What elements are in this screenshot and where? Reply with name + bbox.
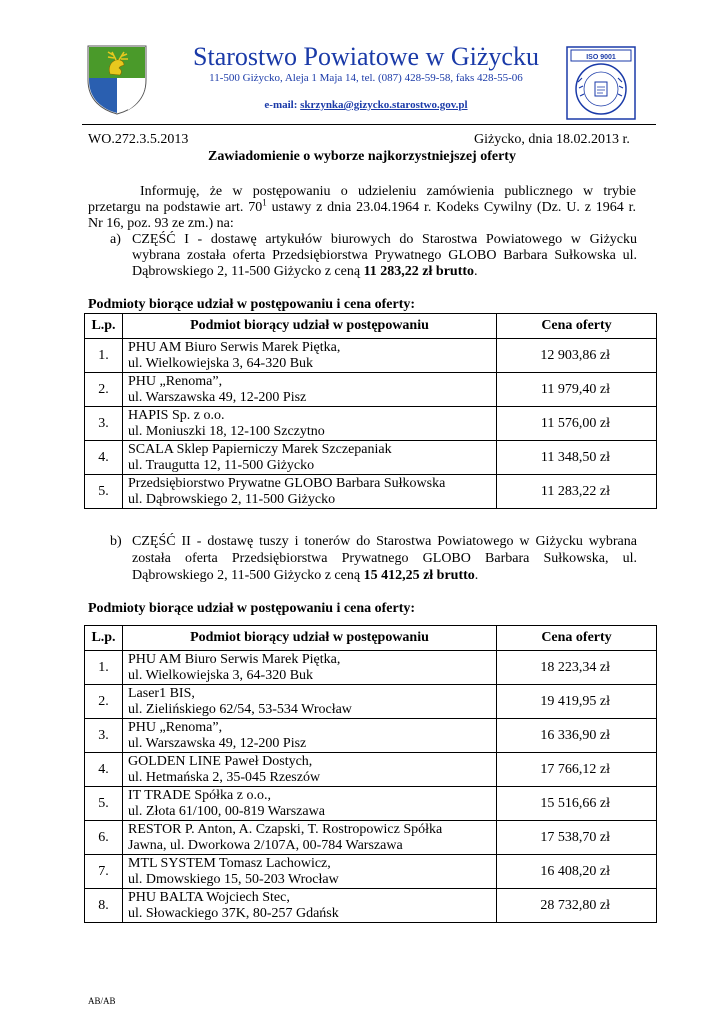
part-a-line-2: wybrana została oferta Przedsiębiorstwa Prywatnego GLOBO Barbara Sułkowska ul. bbox=[132, 248, 637, 263]
header-price: Cena oferty bbox=[497, 314, 657, 339]
entity-address: ul. Złota 61/100, 00-819 Warszawa bbox=[128, 803, 325, 819]
row-entity bbox=[123, 339, 497, 373]
row-lp: 3. bbox=[85, 719, 123, 753]
entity-address: ul. Traugutta 12, 11-500 Giżycko bbox=[128, 457, 315, 473]
offers-table-part-b bbox=[84, 625, 657, 923]
entity-address: ul. Zielińskiego 62/54, 53-534 Wrocław bbox=[128, 701, 352, 717]
entity-name: PHU AM Biuro Serwis Marek Piętka, bbox=[128, 651, 341, 667]
intro-line-1: Informuję, że w postępowaniu o udzieleniu zamówienia publicznego w trybie bbox=[140, 184, 636, 199]
section-title-a: Podmioty biorące udział w postępowaniu i cena oferty: bbox=[88, 297, 416, 312]
part-b-label: b) bbox=[110, 534, 122, 549]
header-entity: Podmiot biorący udział w postępowaniu bbox=[123, 314, 497, 339]
row-entity bbox=[123, 753, 497, 787]
entity-address: ul. Warszawska 49, 12-200 Pisz bbox=[128, 389, 307, 405]
intro-line-3: Nr 16, poz. 93 ze zm.) na: bbox=[88, 216, 234, 231]
row-lp: 2. bbox=[85, 373, 123, 407]
row-price: 16 336,90 zł bbox=[497, 719, 657, 753]
row-lp: 6. bbox=[85, 821, 123, 855]
entity-name: RESTOR P. Anton, A. Czapski, T. Rostropowicz Spółka bbox=[128, 821, 443, 837]
row-entity bbox=[123, 719, 497, 753]
row-price: 11 576,00 zł bbox=[497, 407, 657, 441]
entity-name: PHU „Renoma”, bbox=[128, 373, 223, 389]
header-price: Cena oferty bbox=[497, 626, 657, 651]
row-price: 17 538,70 zł bbox=[497, 821, 657, 855]
entity-name: MTL SYSTEM Tomasz Lachowicz, bbox=[128, 855, 331, 871]
entity-address: ul. Wielkowiejska 3, 64-320 Buk bbox=[128, 355, 314, 371]
part-b-line-2: została oferta Przedsiębiorstwa Prywatnego GLOBO Barbara Sułkowska, ul. bbox=[132, 551, 637, 566]
iso-label: ISO 9001 bbox=[586, 54, 616, 61]
row-entity bbox=[123, 855, 497, 889]
entity-name: SCALA Sklep Papierniczy Marek Szczepaniak bbox=[128, 441, 392, 457]
part-b-line-1: CZĘŚĆ II - dostawę tuszy i tonerów do Starostwa Powiatowego w Giżycku wybrana bbox=[132, 534, 637, 549]
org-email-line bbox=[160, 99, 572, 111]
table-row bbox=[85, 407, 657, 441]
table-row bbox=[85, 475, 657, 509]
row-price: 12 903,86 zł bbox=[497, 339, 657, 373]
table-row bbox=[85, 373, 657, 407]
row-price: 18 223,34 zł bbox=[497, 651, 657, 685]
header-entity: Podmiot biorący udział w postępowaniu bbox=[123, 626, 497, 651]
row-lp: 8. bbox=[85, 889, 123, 923]
entity-name: HAPIS Sp. z o.o. bbox=[128, 407, 225, 423]
row-entity bbox=[123, 821, 497, 855]
coat-of-arms-icon bbox=[86, 44, 148, 116]
iso-seal-icon bbox=[566, 46, 636, 120]
row-lp: 3. bbox=[85, 407, 123, 441]
part-a-line-3: Dąbrowskiego 2, 11-500 Giżycko z ceną 11 283,22 zł brutto. bbox=[132, 264, 478, 279]
row-price: 28 732,80 zł bbox=[497, 889, 657, 923]
header-lp: L.p. bbox=[85, 314, 123, 339]
org-address: 11-500 Giżycko, Aleja 1 Maja 14, tel. (087) 428-59-58, faks 428-55-06 bbox=[209, 72, 523, 84]
intro-line-2: przetargu na podstawie art. $70^1$ ustawy z dnia 23.04.1964 r. Kodeks Cywilny (Dz. U. z 1964 r. bbox=[88, 197, 636, 215]
table-header-row bbox=[85, 314, 657, 339]
row-price: 16 408,20 zł bbox=[497, 855, 657, 889]
row-lp: 1. bbox=[85, 651, 123, 685]
row-lp: 4. bbox=[85, 753, 123, 787]
row-price: 15 516,66 zł bbox=[497, 787, 657, 821]
table-row bbox=[85, 685, 657, 719]
row-entity bbox=[123, 889, 497, 923]
entity-name: Przedsiębiorstwo Prywatne GLOBO Barbara Sułkowska bbox=[128, 475, 446, 491]
row-lp: 2. bbox=[85, 685, 123, 719]
table-row bbox=[85, 787, 657, 821]
row-entity bbox=[123, 441, 497, 475]
entity-address: ul. Słowackiego 37K, 80-257 Gdańsk bbox=[128, 905, 339, 921]
part-a-line-1: CZĘŚĆ I - dostawę artykułów biurowych do Starostwa Powiatowego w Giżycku bbox=[132, 232, 637, 247]
part-a-label: a) bbox=[110, 232, 121, 247]
entity-name: PHU BALTA Wojciech Stec, bbox=[128, 889, 290, 905]
footer-initials: AB/AB bbox=[88, 996, 116, 1006]
part-b-line-3: Dąbrowskiego 2, 11-500 Giżycko z ceną 15 412,25 zł brutto. bbox=[132, 568, 479, 583]
row-entity bbox=[123, 373, 497, 407]
document-title: Zawiadomienie o wyborze najkorzystniejszej oferty bbox=[208, 149, 516, 164]
header-lp: L.p. bbox=[85, 626, 123, 651]
row-entity bbox=[123, 651, 497, 685]
row-price: 19 419,95 zł bbox=[497, 685, 657, 719]
entity-address: ul. Dmowskiego 15, 50-203 Wrocław bbox=[128, 871, 339, 887]
row-price: 11 979,40 zł bbox=[497, 373, 657, 407]
entity-address: ul. Dąbrowskiego 2, 11-500 Giżycko bbox=[128, 491, 336, 507]
document-sign: WO.272.3.5.2013 bbox=[88, 132, 189, 147]
row-entity bbox=[123, 787, 497, 821]
entity-address: Jawna, ul. Dworkowa 2/107A, 00-784 Warszawa bbox=[128, 837, 403, 853]
email-link[interactable]: skrzynka@gizycko.starostwo.gov.pl bbox=[300, 99, 468, 111]
entity-address: ul. Moniuszki 18, 12-100 Szczytno bbox=[128, 423, 325, 439]
row-price: 11 348,50 zł bbox=[497, 441, 657, 475]
row-lp: 4. bbox=[85, 441, 123, 475]
section-title-b: Podmioty biorące udział w postępowaniu i cena oferty: bbox=[88, 601, 416, 616]
row-entity bbox=[123, 685, 497, 719]
entity-name: Laser1 BIS, bbox=[128, 685, 195, 701]
table-row bbox=[85, 889, 657, 923]
row-lp: 1. bbox=[85, 339, 123, 373]
entity-name: GOLDEN LINE Paweł Dostych, bbox=[128, 753, 313, 769]
row-price: 17 766,12 zł bbox=[497, 753, 657, 787]
entity-address: ul. Hetmańska 2, 35-045 Rzeszów bbox=[128, 769, 321, 785]
table-row bbox=[85, 719, 657, 753]
table-row bbox=[85, 753, 657, 787]
org-name: Starostwo Powiatowe w Giżycku bbox=[193, 42, 539, 71]
email-label: e-mail: bbox=[264, 99, 301, 111]
table-row bbox=[85, 855, 657, 889]
entity-name: IT TRADE Spółka z o.o., bbox=[128, 787, 271, 803]
place-date: Giżycko, dnia 18.02.2013 r. bbox=[474, 132, 630, 147]
row-lp: 5. bbox=[85, 475, 123, 509]
row-lp: 7. bbox=[85, 855, 123, 889]
row-entity bbox=[123, 475, 497, 509]
table-row bbox=[85, 441, 657, 475]
iso-certificate-badge bbox=[566, 46, 636, 120]
table-header-row bbox=[85, 626, 657, 651]
row-lp: 5. bbox=[85, 787, 123, 821]
entity-name: PHU „Renoma”, bbox=[128, 719, 223, 735]
offers-table-part-a bbox=[84, 313, 657, 509]
row-entity bbox=[123, 407, 497, 441]
entity-address: ul. Warszawska 49, 12-200 Pisz bbox=[128, 735, 307, 751]
entity-name: PHU AM Biuro Serwis Marek Piętka, bbox=[128, 339, 341, 355]
table-row bbox=[85, 821, 657, 855]
table-row bbox=[85, 339, 657, 373]
row-price: 11 283,22 zł bbox=[497, 475, 657, 509]
header-divider bbox=[82, 124, 656, 125]
table-row bbox=[85, 651, 657, 685]
entity-address: ul. Wielkowiejska 3, 64-320 Buk bbox=[128, 667, 314, 683]
